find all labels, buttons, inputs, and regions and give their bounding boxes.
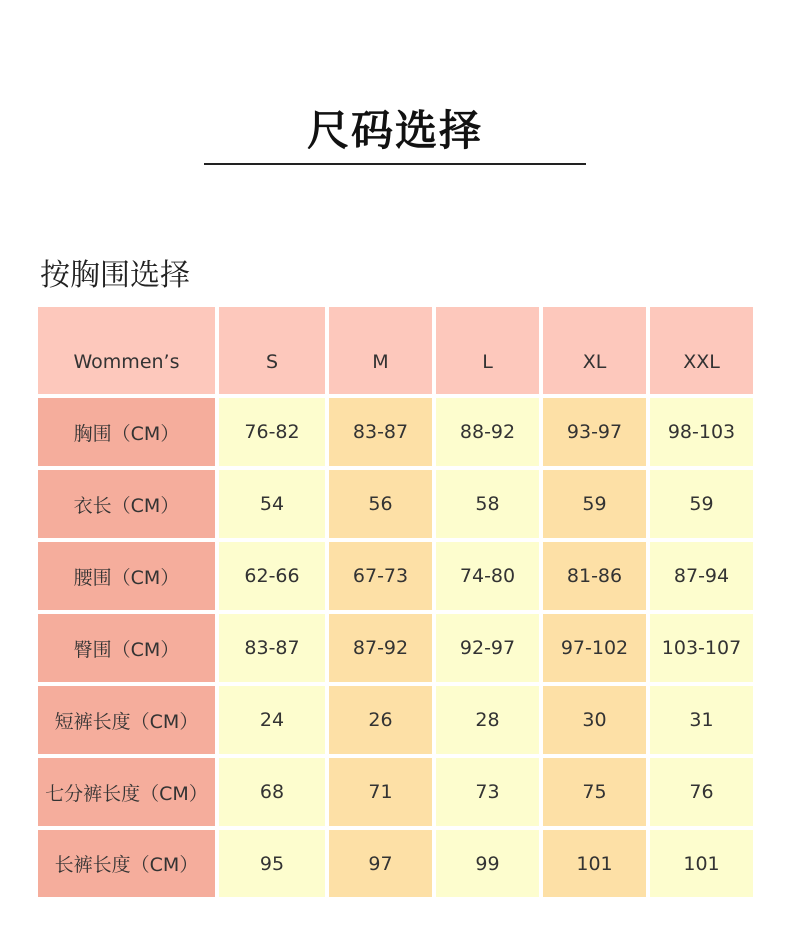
table-cell: 76-82 [219, 398, 325, 466]
header-cell-category: Wommen’s [38, 307, 215, 394]
row-label-waist: 腰围（CM） [38, 542, 215, 610]
table-cell: 101 [650, 830, 753, 897]
table-cell: 76 [650, 758, 753, 826]
table-cell: 95 [219, 830, 325, 897]
table-cell: 56 [329, 470, 432, 538]
table-cell: 28 [436, 686, 539, 754]
table-cell: 97-102 [543, 614, 646, 682]
table-cell: 75 [543, 758, 646, 826]
table-cell: 58 [436, 470, 539, 538]
table-cell: 59 [650, 470, 753, 538]
table-cell: 74-80 [436, 542, 539, 610]
table-cell: 68 [219, 758, 325, 826]
header-cell-size-l: L [436, 307, 539, 394]
table-cell: 92-97 [436, 614, 539, 682]
table-cell: 71 [329, 758, 432, 826]
table-cell: 31 [650, 686, 753, 754]
table-cell: 30 [543, 686, 646, 754]
header-cell-size-s: S [219, 307, 325, 394]
row-label-shorts-length: 短裤长度（CM） [38, 686, 215, 754]
row-label-garment-length: 衣长（CM） [38, 470, 215, 538]
section-title: 按胸围选择 [40, 258, 190, 293]
table-cell: 87-94 [650, 542, 753, 610]
page-title: 尺码选择 [306, 106, 483, 155]
table-cell: 62-66 [219, 542, 325, 610]
header-cell-size-xxl: XXL [650, 307, 753, 394]
size-table [38, 307, 751, 891]
table-cell: 59 [543, 470, 646, 538]
table-cell: 81-86 [543, 542, 646, 610]
table-cell: 26 [329, 686, 432, 754]
title-underline [204, 163, 586, 165]
row-label-trousers-length: 长裤长度（CM） [38, 830, 215, 897]
table-cell: 88-92 [436, 398, 539, 466]
table-cell: 83-87 [329, 398, 432, 466]
table-cell: 99 [436, 830, 539, 897]
table-cell: 24 [219, 686, 325, 754]
table-cell: 101 [543, 830, 646, 897]
table-cell: 54 [219, 470, 325, 538]
row-label-bust: 胸围（CM） [38, 398, 215, 466]
row-label-hip: 臀围（CM） [38, 614, 215, 682]
table-cell: 98-103 [650, 398, 753, 466]
table-cell: 97 [329, 830, 432, 897]
table-cell: 87-92 [329, 614, 432, 682]
header-cell-size-xl: XL [543, 307, 646, 394]
table-cell: 103-107 [650, 614, 753, 682]
table-cell: 67-73 [329, 542, 432, 610]
table-cell: 73 [436, 758, 539, 826]
header-cell-size-m: M [329, 307, 432, 394]
table-cell: 93-97 [543, 398, 646, 466]
table-cell: 83-87 [219, 614, 325, 682]
row-label-cropped-pants-length: 七分裤长度（CM） [38, 758, 215, 826]
